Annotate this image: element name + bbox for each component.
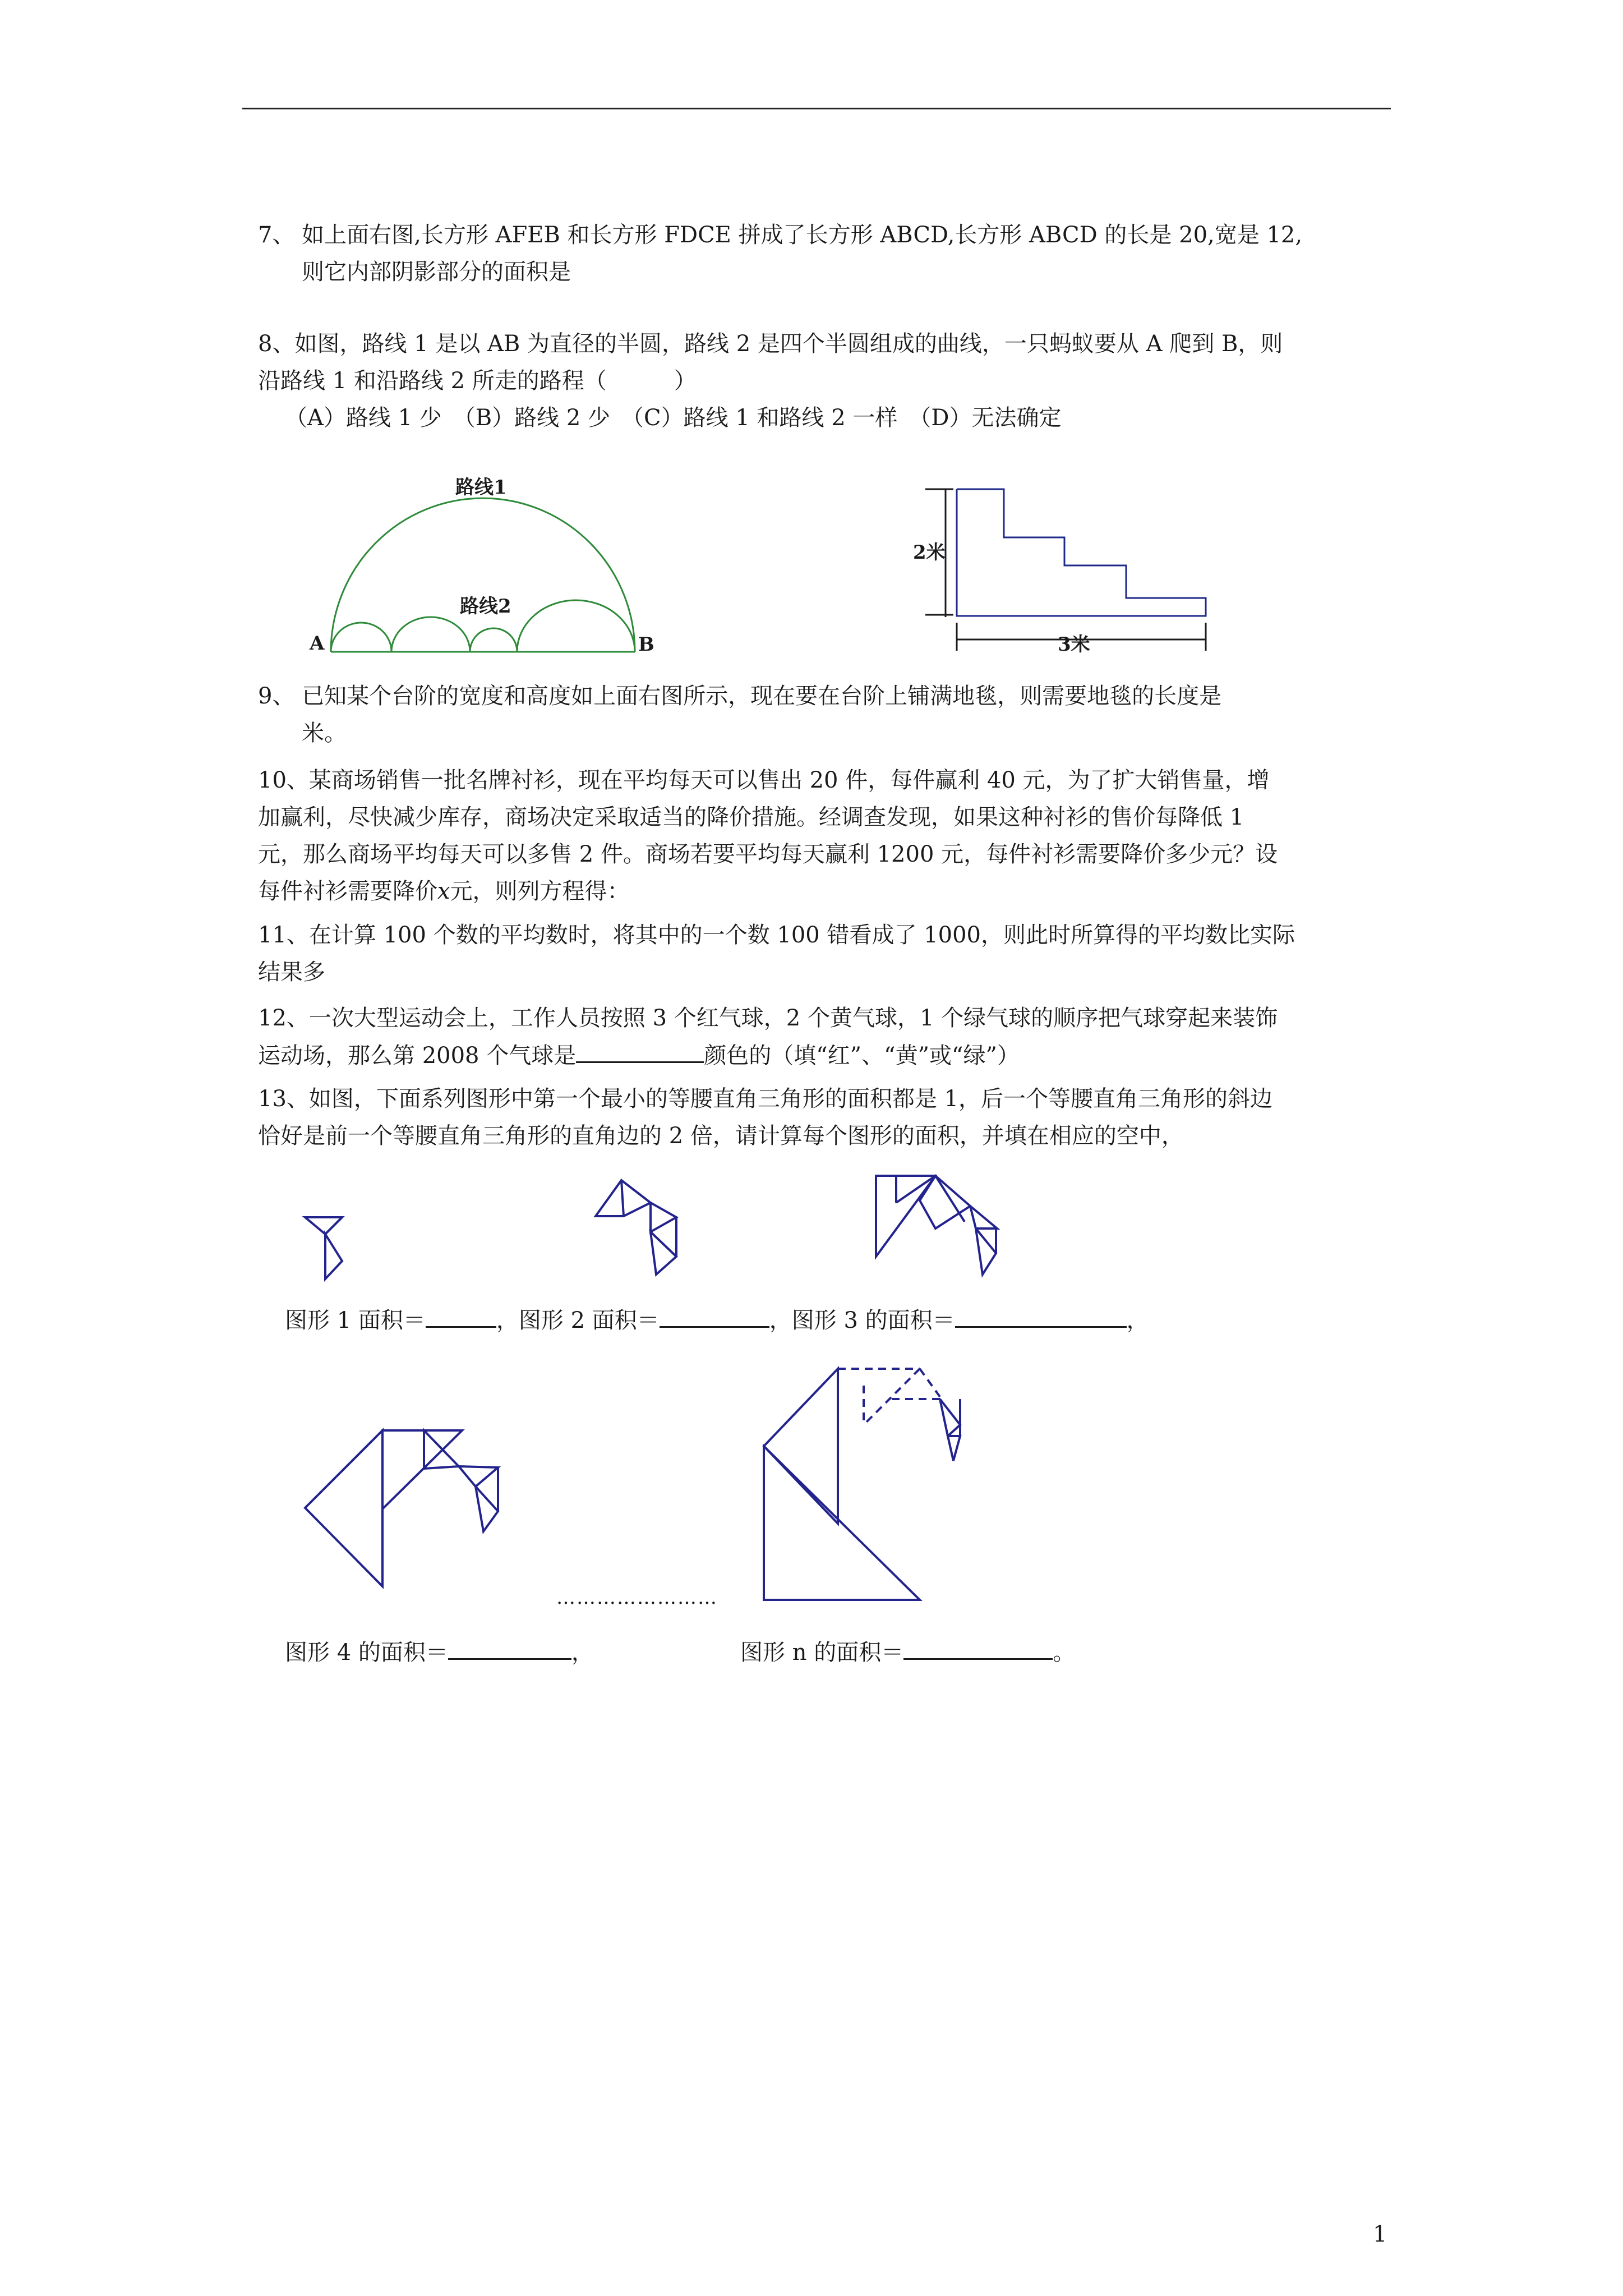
figure-3-area-blank xyxy=(955,1301,1127,1328)
figure-1-area-blank xyxy=(426,1301,496,1328)
q13-figures-1-3-answers: 图形 1 面积＝ ，图形 2 面积＝ ，图形 3 的面积＝ ， xyxy=(285,1301,1149,1339)
q10-line4: 每件衬衫需要降价x元，则列方程得： xyxy=(258,878,630,904)
page-number: 1 xyxy=(1373,2221,1387,2247)
route1-arc xyxy=(331,498,635,652)
stairs-figure xyxy=(909,477,1223,662)
stairs-outline xyxy=(957,489,1206,616)
q11-line1: 11、在计算 100 个数的平均数时，将其中的一个数 100 错看成了 1000，则此时所算得的平均数比实际 xyxy=(258,922,1295,948)
figure-2-area-blank xyxy=(660,1301,769,1328)
route2-arc-3 xyxy=(470,628,517,652)
semicircle-route-figure xyxy=(292,466,673,656)
q13-line2: 恰好是前一个等腰直角三角形的直角边的 2 倍，请计算每个图形的面积，并填在相应的空中， xyxy=(258,1123,1184,1149)
q13-line1: 13、如图，下面系列图形中第一个最小的等腰直角三角形的面积都是 1，后一个等腰直角三角形的斜边 xyxy=(258,1086,1273,1112)
q9-line2: 米。 xyxy=(302,720,347,746)
route1-label: 路线1 xyxy=(455,476,507,499)
q7-line2: 则它内部阴影部分的面积是 xyxy=(302,259,571,285)
route2-arc-1 xyxy=(331,623,391,652)
width-label: 3米 xyxy=(1058,633,1090,656)
route2-arc-4 xyxy=(517,600,635,652)
figure-4 xyxy=(292,1419,505,1593)
point-b-label: B xyxy=(638,633,654,656)
answer-blank xyxy=(576,1037,704,1063)
ellipsis-dots: …………………… xyxy=(556,1586,718,1609)
q11-line2: 结果多 xyxy=(258,959,325,985)
height-label: 2米 xyxy=(913,541,946,564)
q10-line1: 10、某商场销售一批名牌衬衫，现在平均每天可以售出 20 件，每件赢利 40 元，为了扩大销售量，增 xyxy=(258,767,1270,793)
q12-line1: 12、一次大型运动会上，工作人员按照 3 个红气球，2 个黄气球，1 个绿气球的顺序把气球穿起来装饰 xyxy=(258,1005,1278,1031)
q12-line2: 运动场，那么第 2008 个气球是 颜色的（填“红”、“黄”或“绿”） xyxy=(258,1037,1020,1074)
q8-line1: 8、如图，路线 1 是以 AB 为直径的半圆，路线 2 是四个半圆组成的曲线，一只蚂蚁要从 A 爬到 B，则 xyxy=(258,331,1283,357)
figure-n xyxy=(751,1358,970,1604)
figure-3 xyxy=(869,1167,1004,1290)
q8-options: （A）路线 1 少 （B）路线 2 少 （C）路线 1 和路线 2 一样 （D）无法确定 xyxy=(285,405,1062,431)
figure-2 xyxy=(589,1172,690,1285)
q8-line2: 沿路线 1 和沿路线 2 所走的路程（ ） xyxy=(258,368,697,394)
q10-line3: 元，那么商场平均每天可以多售 2 件。商场若要平均每天赢利 1200 元，每件衬衫需要降价多少元？设 xyxy=(258,841,1278,867)
figure-4-answer: 图形 4 的面积＝ ， xyxy=(285,1634,594,1671)
figure-4-area-blank xyxy=(448,1634,571,1660)
figure-n-answer: 图形 n 的面积＝ 。 xyxy=(740,1634,1075,1671)
route2-label: 路线2 xyxy=(460,595,511,618)
route2-arc-2 xyxy=(391,617,470,652)
point-a-label: A xyxy=(310,632,325,655)
header-rule xyxy=(242,108,1391,109)
figure-n-area-blank xyxy=(903,1634,1053,1660)
variable-x: x xyxy=(437,878,450,904)
q9-line1: 9、 已知某个台阶的宽度和高度如上面右图所示，现在要在台阶上铺满地毯，则需要地毯的长度是 xyxy=(258,683,1222,709)
q7-line1: 7、 如上面右图,长方形 AFEB 和长方形 FDCE 拼成了长方形 ABCD,长方形 ABCD 的长是 20,宽是 12, xyxy=(258,222,1303,248)
figure-1 xyxy=(297,1212,353,1285)
q10-line2: 加赢利，尽快减少库存，商场决定采取适当的降价措施。经调查发现，如果这种衬衫的售价每降低 1 xyxy=(258,804,1244,830)
